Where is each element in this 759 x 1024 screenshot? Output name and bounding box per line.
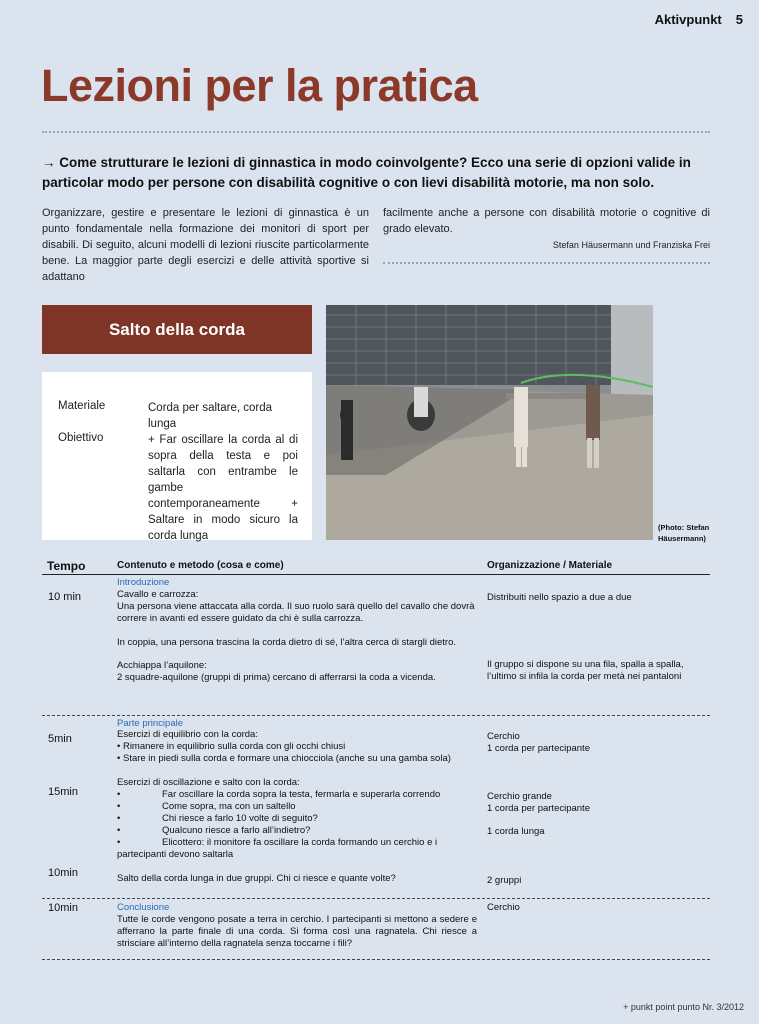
intro-divider	[383, 262, 710, 264]
organization-cell: Il gruppo si dispone su una fila, spalla a spalla, l’ultimo si infila la corda per metà nei pantaloni	[487, 659, 684, 682]
goal-value: + Far oscillare la corda al di sopra della testa e poi saltarla con entrambe le gambe contemporaneamente + Saltare in modo sicuro la corda lunga	[148, 434, 298, 542]
bullet-text: Far oscillare la corda sopra la testa, fermarla e superarla correndo	[162, 789, 441, 800]
authors: Stefan Häusermann und Franziska Frei	[552, 240, 710, 250]
goal-label: Obiettivo	[58, 432, 104, 444]
section-label: Parte principale	[117, 718, 184, 729]
intro-column-2: facilmente anche a persone con disabilità motorie o cognitive di grado elevato.	[383, 207, 710, 235]
intro-column-1: Organizzare, gestire e presentare le lezioni di ginnastica è un punto fondamentale nella formazione dei monitori di sport per disabili. Di seguito, alcuni modelli di lezioni riuscite particolarmente bene. La maggior parte degli esercizi e delle attività sportive si adattano	[42, 207, 369, 283]
table-header-rule	[42, 574, 710, 575]
footer: + punkt point punto Nr. 3/2012	[623, 1002, 744, 1012]
section-divider	[42, 715, 710, 716]
col-header-content: Contenuto e metodo (cosa e come)	[117, 560, 284, 571]
col-header-time: Tempo	[47, 559, 86, 573]
organization-cell: Cerchio grande	[487, 791, 552, 802]
bullet-glyph: •	[117, 789, 121, 800]
bullet-item	[117, 801, 477, 813]
content-cell: Cavallo e carrozza:	[117, 589, 199, 600]
col-header-organization: Organizzazione / Materiale	[487, 560, 613, 571]
box-title: Salto della corda	[42, 305, 312, 354]
section-name: Aktivpunkt	[654, 12, 722, 27]
info-box	[42, 372, 312, 540]
organization-cell: Distribuiti nello spazio a due a due	[487, 592, 632, 603]
bullet-text: Qualcuno riesce a farlo all’indietro?	[162, 825, 311, 836]
organization-cell: 2 gruppi	[487, 875, 522, 886]
time-cell: 15min	[48, 786, 78, 798]
bullet-item	[117, 789, 477, 801]
running-header	[655, 12, 743, 27]
organization-cell: 1 corda per partecipante	[487, 743, 590, 754]
time-cell: 5min	[48, 733, 72, 745]
photo-caption: (Photo: Stefan Häusermann)	[658, 523, 710, 543]
time-cell: 10min	[48, 902, 78, 914]
page-title: Lezioni per la pratica	[41, 60, 478, 111]
bullet-glyph: •	[117, 837, 121, 848]
content-cell: 2 squadre-aquilone (gruppi di prima) cercano di afferrarsi la coda a vicenda.	[117, 672, 436, 683]
organization-cell: 1 corda lunga	[487, 826, 545, 837]
content-cell: Esercizi di oscillazione e salto con la corda:	[117, 777, 300, 788]
bullet-item	[117, 837, 477, 861]
time-cell: 10min	[48, 867, 78, 879]
content-cell: Esercizi di equilibrio con la corda:	[117, 729, 258, 740]
photo-rope-jumping	[326, 305, 653, 540]
time-cell: 10 min	[48, 591, 82, 603]
organization-cell: 1 corda per partecipante	[487, 803, 590, 814]
content-cell: In coppia, una persona trascina la corda dietro di sé, l’altra cerca di stargli dietro.	[117, 637, 457, 648]
content-cell: Acchiappa l’aquilone:	[117, 660, 207, 671]
lead-paragraph: → Come strutturare le lezioni di ginnastica in modo coinvolgente? Ecco una serie di opzioni valide in particolar modo per persone con disabilità cognitive o con lievi disabilità motorie, ma non solo.	[42, 155, 691, 190]
content-cell: Tutte le corde vengono posate a terra in cerchio. I partecipanti si mettono a sedere e afferrano la parte finale di una corda. Si forma così una ragnatela. Chi riesce a strisciare all’interno della ragnatela senza toccarne i fili?	[117, 914, 477, 949]
bullet-text: Elicottero: il monitore fa oscillare la corda formando un cerchio e i partecipanti devono saltarla	[117, 837, 438, 860]
content-cell: Una persona viene attaccata alla corda. Il suo ruolo sarà quello del cavallo che dovrà correre in avanti ed essere guidato da chi è sulla carrozza.	[117, 601, 475, 624]
table-bottom-divider	[42, 959, 710, 960]
content-cell: • Rimanere in equilibrio sulla corda con gli occhi chiusi	[117, 741, 346, 752]
bullet-glyph: •	[117, 813, 121, 824]
organization-cell: Cerchio	[487, 902, 520, 913]
bullet-text: Chi riesce a farlo 10 volte di seguito?	[162, 813, 318, 824]
content-cell: Salto della corda lunga in due gruppi. Chi ci riesce e quante volte?	[117, 873, 396, 884]
material-value: Corda per saltare, corda lunga	[148, 402, 273, 430]
content-cell: • Stare in piedi sulla corda e formare una chiocciola (anche su una gamba sola)	[117, 753, 451, 764]
bullet-glyph: •	[117, 801, 121, 812]
title-divider	[42, 131, 710, 133]
page-number: 5	[735, 12, 743, 27]
bullet-item	[117, 825, 477, 837]
material-label: Materiale	[58, 400, 106, 412]
bullet-glyph: •	[117, 825, 121, 836]
organization-cell: Cerchio	[487, 731, 520, 742]
section-label: Conclusione	[117, 902, 170, 913]
bullet-text: Come sopra, ma con un saltello	[162, 801, 296, 812]
bullet-item	[117, 813, 477, 825]
section-divider	[42, 898, 710, 899]
section-label: Introduzione	[117, 577, 170, 588]
